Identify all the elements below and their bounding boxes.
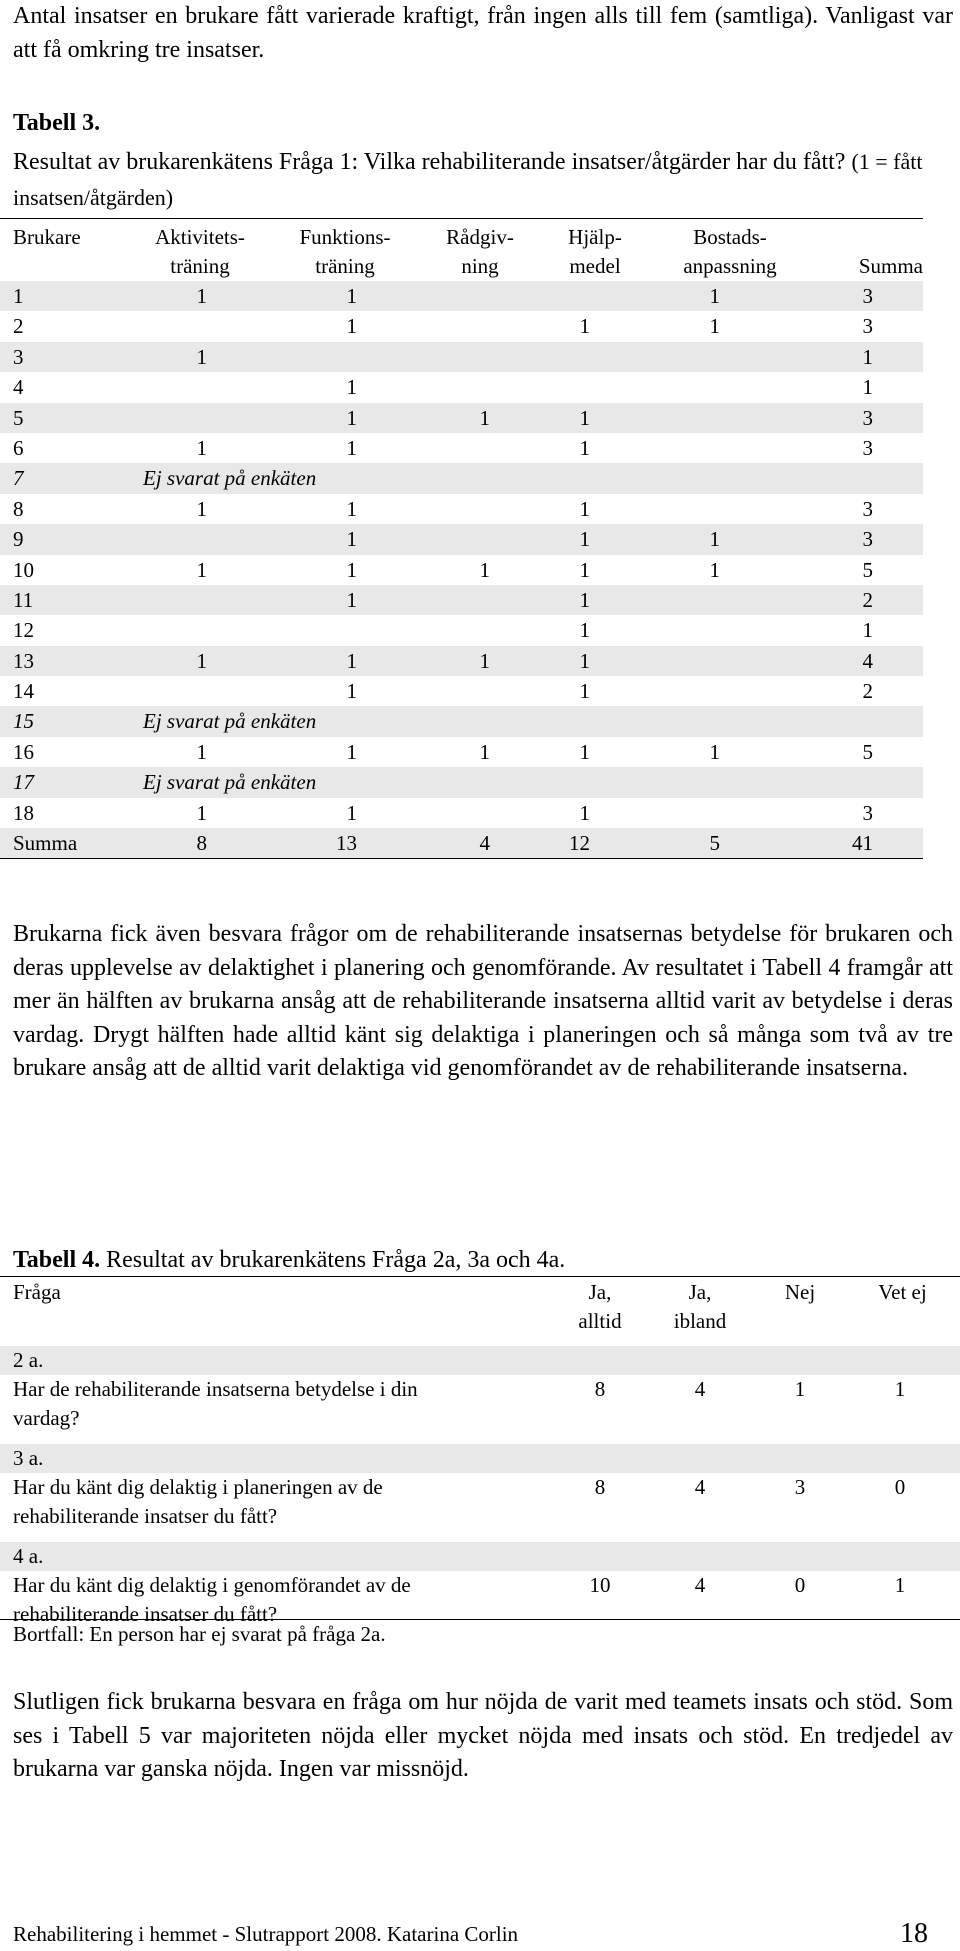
table3-bottom-rule <box>0 858 923 859</box>
table3-cell: 1 <box>346 375 357 400</box>
table3-cell-brukare: 2 <box>13 314 24 339</box>
table3-row <box>0 342 923 372</box>
body-paragraph-3: Slutligen fick brukarna besvara en fråga om hur nöjda de varit med teamets insats och stöd. Som ses i Tabell 5 var majoriteten nöjda eller mycket nöjda med insats och stöd. En tredjedel av brukarna var ganska nöjda. Ingen var missnöjd. <box>13 1689 953 1782</box>
table3-cell-brukare: 18 <box>13 800 34 825</box>
table3-cell: 2 <box>862 679 873 704</box>
table4-question-text: rehabiliterande insatser du fått? <box>13 1602 278 1626</box>
table3-cell: 4 <box>862 648 873 673</box>
table3-cell: 1 <box>196 648 207 673</box>
table3-cell: 1 <box>346 496 357 521</box>
table3-row <box>0 585 923 615</box>
table3-cell: 1 <box>346 435 357 460</box>
table3-cell: 5 <box>709 831 720 856</box>
table4-footnote: Bortfall: En person har ej svarat på fråga 2a. <box>13 1622 386 1646</box>
table3-cell: 1 <box>196 496 207 521</box>
table3-cell-brukare: 1 <box>13 284 24 308</box>
table3-cell-brukare: 8 <box>13 496 24 521</box>
table4-header-ja-alltid: Ja, alltid <box>578 1280 622 1333</box>
table3-row <box>0 403 923 433</box>
table3-cell: 3 <box>862 284 873 308</box>
table4-value: 1 <box>894 1377 906 1401</box>
table3-cell: 2 <box>862 587 873 612</box>
table3-cell: 1 <box>579 405 590 430</box>
table3-cell: 1 <box>346 527 357 552</box>
table3-cell: 12 <box>569 831 590 856</box>
table4-question-number: 2 a. <box>13 1348 44 1372</box>
table3-cell: 8 <box>196 831 207 856</box>
table3-cell-brukare: 15 <box>13 709 34 734</box>
table3-cell-brukare: 3 <box>13 344 24 369</box>
table3-cell: 41 <box>852 831 873 856</box>
table4-label: Tabell 4. <box>13 1247 101 1273</box>
table3-cell-brukare: 5 <box>13 405 24 430</box>
table3-row <box>0 646 923 676</box>
table4-question-number: 4 a. <box>13 1544 44 1568</box>
table3-cell: 1 <box>196 284 207 308</box>
table3-cell-brukare: 7 <box>13 466 24 491</box>
table3-cell-note: Ej svarat på enkäten <box>143 709 317 734</box>
table3-cell: 1 <box>346 739 357 764</box>
table3-cell: 1 <box>579 314 590 339</box>
table4-value: 4 <box>694 1377 706 1401</box>
table3-cell: 3 <box>862 405 873 430</box>
table3-row <box>0 676 923 706</box>
table4-value: 8 <box>594 1377 606 1401</box>
table3-caption-note: (1 = fått insatsen/åtgärden) <box>13 149 923 210</box>
table3-cell-brukare: 12 <box>13 618 34 643</box>
intro-paragraph: Antal insatser en brukare fått varierade kraftigt, från ingen alls till fem (samtliga). Vanligast var att få omkring tre insatser. <box>13 3 953 63</box>
table3-body <box>0 281 923 859</box>
table3-cell-brukare: Summa <box>13 831 78 856</box>
table3-cell: 3 <box>862 435 873 460</box>
table3-row <box>0 281 923 311</box>
table3-cell: 1 <box>862 344 873 369</box>
table3-cell: 1 <box>862 375 873 400</box>
table3-cell: 3 <box>862 800 873 825</box>
table4-question-text: vardag? <box>13 1406 80 1430</box>
table3-cell-brukare: 6 <box>13 435 24 460</box>
table3-cell: 1 <box>346 679 357 704</box>
table3-cell-note: Ej svarat på enkäten <box>143 466 317 491</box>
table4-top-rule <box>0 1276 960 1277</box>
table3-row <box>0 798 923 828</box>
table3-cell: 13 <box>336 831 357 856</box>
table3-cell: 1 <box>196 739 207 764</box>
table3-cell: 1 <box>346 557 357 582</box>
table3-caption-main: Resultat av brukarenkätens Fråga 1: Vilka rehabiliterande insatser/åtgärder har du fått? <box>13 149 846 175</box>
table3-header-bostad: Bostads- anpassning <box>683 225 777 278</box>
table3-cell: 1 <box>346 587 357 612</box>
table3-cell: 5 <box>862 739 873 764</box>
table4-value: 3 <box>794 1475 806 1499</box>
table4-header-ja-ibland: Ja, ibland <box>673 1280 727 1333</box>
table3-cell: 1 <box>579 435 590 460</box>
table3-label: Tabell 3. <box>13 110 101 136</box>
table3-cell: 1 <box>196 344 207 369</box>
table3-cell: 1 <box>346 800 357 825</box>
table4-value: 1 <box>794 1377 806 1401</box>
table3-row <box>0 372 923 402</box>
table3-cell: 5 <box>862 557 873 582</box>
table4-caption <box>13 1244 565 1277</box>
table3-cell: 1 <box>346 284 357 308</box>
table3-caption <box>13 144 943 216</box>
table4-question-text: Har du känt dig delaktig i planeringen av de <box>13 1475 383 1499</box>
table3-cell: 1 <box>479 648 490 673</box>
table3-cell: 4 <box>479 831 490 856</box>
table3-cell: 1 <box>579 679 590 704</box>
table3-cell: 1 <box>579 648 590 673</box>
table4-value: 1 <box>894 1573 906 1597</box>
table4-value: 10 <box>589 1573 611 1597</box>
table3-cell: 1 <box>346 405 357 430</box>
table3-cell-brukare: 9 <box>13 527 24 552</box>
table4-question-number: 3 a. <box>13 1446 44 1470</box>
table3-cell: 1 <box>579 557 590 582</box>
table3-cell: 1 <box>709 314 720 339</box>
table3-cell-brukare: 4 <box>13 375 24 400</box>
table3-header-brukare: Brukare <box>13 225 81 249</box>
table3-header <box>0 219 923 281</box>
table3-cell: 1 <box>196 800 207 825</box>
footer-text: Rehabilitering i hemmet - Slutrapport 2008. Katarina Corlin <box>13 1922 519 1946</box>
table3-cell: 1 <box>709 739 720 764</box>
table4-value: 8 <box>594 1475 606 1499</box>
table4-question-text: Har de rehabiliterande insatserna betydelse i din <box>13 1377 418 1401</box>
table3-cell: 1 <box>346 314 357 339</box>
table4-caption-text: Resultat av brukarenkätens Fråga 2a, 3a och 4a. <box>106 1247 566 1273</box>
table3-cell: 1 <box>709 527 720 552</box>
table3-header-funktion: Funktions- träning <box>299 225 391 278</box>
table3-cell: 1 <box>709 557 720 582</box>
table3-cell: 1 <box>862 618 873 643</box>
table3-cell-brukare: 14 <box>13 679 34 704</box>
table3-cell-note: Ej svarat på enkäten <box>143 770 317 795</box>
table3-row <box>0 311 923 341</box>
table3-sum-row <box>0 828 923 858</box>
table3-cell-brukare: 16 <box>13 739 34 764</box>
table3-row <box>0 555 923 585</box>
table3-cell: 1 <box>579 527 590 552</box>
table3-cell-brukare: 17 <box>13 770 34 795</box>
table3-cell: 1 <box>579 618 590 643</box>
table3-cell-brukare: 11 <box>13 587 34 612</box>
table3-cell: 1 <box>579 800 590 825</box>
table3-row <box>0 706 923 736</box>
table3-cell: 1 <box>579 496 590 521</box>
table3-row <box>0 767 923 797</box>
table4-question-text: rehabiliterande insatser du fått? <box>13 1504 278 1528</box>
table3-row <box>0 463 923 493</box>
table3-cell: 3 <box>862 527 873 552</box>
page-number: 18 <box>900 1918 928 1949</box>
table4-header-vet-ej: Vet ej <box>878 1280 927 1304</box>
table3-row <box>0 494 923 524</box>
table3-cell: 1 <box>579 587 590 612</box>
table4-question-text: Har du känt dig delaktig i genomförandet av de <box>13 1573 411 1597</box>
table3-cell: 1 <box>579 739 590 764</box>
table4-value: 0 <box>894 1475 906 1499</box>
table4-value: 4 <box>694 1475 706 1499</box>
table4-value: 0 <box>794 1573 806 1597</box>
body-paragraph-2: Brukarna fick även besvara frågor om de rehabiliterande insatsernas betydelse för brukaren och deras upplevelse av delaktighet i planering och genomförande. Av resultatet i Tabell 4 framgår att mer än hälften av brukarna ansåg att de rehabiliterande insatserna alltid varit av betydelse i deras vardag. Drygt hälften hade alltid känt sig delaktiga i planeringen och så många som två av tre brukare ansåg att de alltid varit delaktiga vid genomförandet av de rehabiliterande insatserna. <box>13 921 953 1081</box>
table4-header-fraga: Fråga <box>13 1280 61 1304</box>
table3-cell: 1 <box>479 739 490 764</box>
table3-header-hjalpmedel: Hjälp- medel <box>568 225 622 278</box>
table3-cell: 1 <box>479 405 490 430</box>
table3-cell: 1 <box>709 284 720 308</box>
table3-cell: 1 <box>196 557 207 582</box>
table3-header-aktivitet: Aktivitets- träning <box>155 225 245 278</box>
table3-cell: 1 <box>346 648 357 673</box>
table3-cell-brukare: 10 <box>13 557 34 582</box>
table3-cell: 3 <box>862 496 873 521</box>
table3-row <box>0 615 923 645</box>
table3-cell: 1 <box>479 557 490 582</box>
table4-value: 4 <box>694 1573 706 1597</box>
table3-row <box>0 433 923 463</box>
table3-row <box>0 737 923 767</box>
table3-cell: 1 <box>196 435 207 460</box>
table3-cell: 3 <box>862 314 873 339</box>
table3-row <box>0 524 923 554</box>
table3 <box>0 219 923 859</box>
table3-cell-brukare: 13 <box>13 648 34 673</box>
table4-header-nej: Nej <box>784 1280 816 1304</box>
table3-header-radgivning: Rådgiv- ning <box>446 225 514 278</box>
table3-header-summa: Summa <box>858 254 923 278</box>
